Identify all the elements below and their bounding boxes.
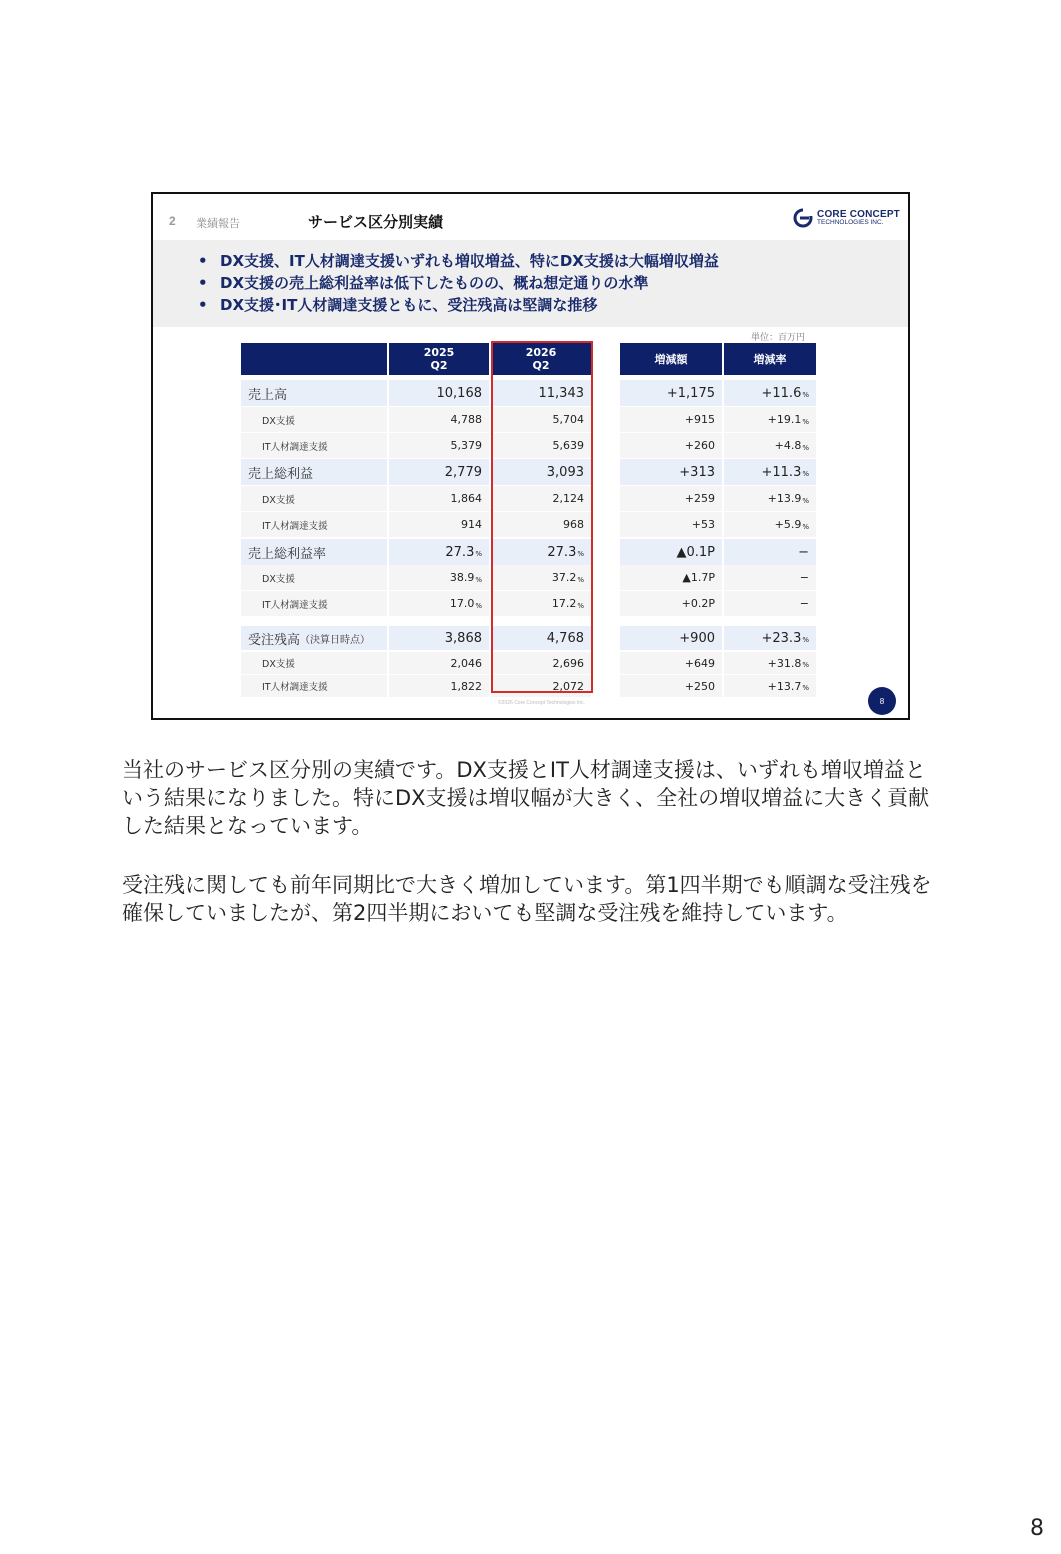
percent-unit: % [577, 575, 584, 584]
cell-v2025 [389, 459, 489, 485]
cell-text: 1,864 [450, 492, 482, 505]
cell-text: +1,175 [666, 385, 715, 401]
cell-text: ▲0.1P [676, 544, 715, 560]
cell-v2025 [389, 433, 489, 458]
cell-rate [724, 459, 816, 485]
percent-unit: % [802, 417, 809, 426]
cell-text: 5,704 [552, 413, 584, 426]
cell-text: 2,696 [552, 656, 584, 670]
bullet-text: DX支援、IT人材調達支援いずれも増収増益、特にDX支援は大幅増収増益 [220, 252, 719, 270]
cell-v2025 [389, 565, 489, 590]
cell-text: 2,046 [450, 656, 482, 670]
cell-label [241, 626, 387, 650]
cell-text: 2,124 [552, 492, 584, 505]
percent-unit: % [577, 601, 584, 610]
cell-diff [620, 591, 722, 616]
cell-rate [724, 591, 816, 616]
section-name: 業績報告 [196, 217, 240, 230]
cell-text: +23.3 [761, 630, 802, 646]
cell-v2025 [389, 407, 489, 432]
cell-text: +11.6 [761, 385, 802, 401]
cell-text: 売上総利益率 [248, 546, 327, 562]
cell-text: 5,639 [552, 439, 584, 452]
cell-label [241, 433, 387, 458]
header-rate: 増減率 [724, 343, 816, 375]
cell-text: +5.9 [774, 518, 802, 531]
cell-label [241, 591, 387, 616]
cell-rate [724, 652, 816, 674]
slide-page-badge: 8 [868, 687, 896, 715]
cell-rate [724, 486, 816, 511]
percent-unit: % [475, 575, 482, 584]
cell-v2025 [389, 591, 489, 616]
cell-diff [620, 652, 722, 674]
cell-text: +53 [691, 518, 715, 531]
cell-text: DX支援 [262, 415, 295, 427]
bullet-dot-icon: • [198, 296, 208, 314]
cell-text: +31.8 [767, 656, 802, 670]
body-paragraph-1: 当社のサービス区分別の実績です。DX支援とIT人材調達支援は、いずれも増収増益という結果になりました。特にDX支援は増収幅が大きく、全社の増収増益に大きく貢献した結果となっています。 [122, 758, 930, 838]
cell-v2025 [389, 512, 489, 537]
cell-text: − [798, 544, 809, 560]
cell-text: DX支援 [262, 659, 295, 670]
cell-text: 4,788 [450, 413, 482, 426]
slide-title: サービス区分別実績 [308, 213, 444, 231]
cell-text: IT人材調達支援 [262, 520, 328, 532]
cell-label [241, 539, 387, 565]
cell-text: +250 [684, 679, 715, 693]
cell-diff [620, 512, 722, 537]
cell-text: 17.0 [449, 597, 475, 610]
cell-diff [620, 407, 722, 432]
cell-label [241, 512, 387, 537]
cell-diff [620, 565, 722, 590]
cell-text: 4,768 [546, 630, 584, 646]
percent-unit: % [475, 601, 482, 610]
cell-diff [620, 459, 722, 485]
slide-image [151, 192, 910, 720]
cell-label [241, 407, 387, 432]
cell-text: +313 [679, 464, 715, 480]
header-year: 2026 [525, 346, 557, 359]
cell-text: +13.9 [767, 492, 802, 505]
cell-text: 1,822 [450, 679, 482, 693]
cell-text: 受注残高 [248, 632, 301, 648]
percent-unit: % [802, 496, 809, 505]
cell-text: +19.1 [767, 413, 802, 426]
cell-text: 38.9 [449, 571, 475, 584]
cell-text: 2,779 [444, 464, 482, 480]
cell-text: +13.7 [767, 679, 802, 693]
cell-diff [620, 626, 722, 650]
header-year: 2025 [423, 346, 455, 359]
cell-text: IT人材調達支援 [262, 682, 328, 693]
summary-bullets [198, 250, 719, 316]
unit-label: 単位：百万円 [751, 333, 806, 343]
bullet-text: DX支援･IT人材調達支援ともに、受注残高は堅調な推移 [220, 296, 598, 314]
cell-label [241, 565, 387, 590]
cell-text: 5,379 [450, 439, 482, 452]
cell-text: 27.3 [547, 544, 577, 560]
page-number: 8 [1030, 1516, 1044, 1541]
logo-text-line1: CORE CONCEPT [817, 208, 900, 220]
bullet-dot-icon: • [198, 252, 208, 270]
percent-unit: % [802, 522, 809, 531]
cell-diff [620, 433, 722, 458]
cell-rate [724, 433, 816, 458]
cell-label [241, 486, 387, 511]
cell-v2025 [389, 675, 489, 697]
cell-text: +11.3 [761, 464, 802, 480]
cell-text: DX支援 [262, 573, 295, 585]
cell-text: 914 [461, 518, 482, 531]
header-quarter: Q2 [430, 359, 448, 372]
cell-text: 3,868 [444, 630, 482, 646]
bullet-text: DX支援の売上総利益率は低下したものの、概ね想定通りの水準 [220, 274, 649, 292]
header-label-cell [241, 343, 387, 375]
percent-unit: % [577, 550, 584, 558]
cell-text: 17.2 [551, 597, 577, 610]
section-number: 2 [169, 214, 176, 228]
cell-v2025 [389, 380, 489, 406]
summary-bullet [198, 250, 719, 272]
summary-bullet [198, 272, 719, 294]
percent-unit: % [802, 636, 809, 644]
cell-label [241, 652, 387, 674]
cell-rate [724, 407, 816, 432]
percent-unit: % [475, 550, 482, 558]
cell-diff [620, 380, 722, 406]
label-note: （決算日時点） [300, 634, 371, 646]
cell-text: +0.2P [681, 597, 715, 610]
header-quarter: Q2 [532, 359, 550, 372]
percent-unit: % [802, 391, 809, 399]
cell-text: 10,168 [436, 385, 482, 401]
summary-box [153, 240, 908, 327]
header-2025q2 [389, 343, 489, 375]
cell-text: 27.3 [445, 544, 475, 560]
cell-v2025 [389, 486, 489, 511]
cell-label [241, 459, 387, 485]
cell-text: +915 [684, 413, 715, 426]
cell-v2025 [389, 539, 489, 565]
percent-unit: % [802, 470, 809, 478]
cell-text: ▲1.7P [682, 571, 715, 584]
cell-text: 968 [563, 518, 584, 531]
company-logo [793, 208, 900, 228]
copyright-text: ©2026 Core Concept Technologies Inc. [498, 700, 585, 706]
cell-rate [724, 565, 816, 590]
cell-rate [724, 512, 816, 537]
header-diff: 増減額 [620, 343, 722, 375]
cell-text: DX支援 [262, 494, 295, 506]
cell-text: 2,072 [552, 679, 584, 693]
cell-label [241, 380, 387, 406]
cell-rate [724, 539, 816, 565]
cell-text: IT人材調達支援 [262, 441, 328, 453]
cell-v2025 [389, 626, 489, 650]
cell-text: 売上高 [248, 387, 288, 403]
cell-text: +260 [684, 439, 715, 452]
cell-label [241, 675, 387, 697]
highlight-2026-column [491, 341, 593, 693]
percent-unit: % [802, 661, 809, 669]
body-paragraph-2: 受注残に関しても前年同期比で大きく増加しています。第1四半期でも順調な受注残を確保していましたが、第2四半期においても堅調な受注残を維持しています。 [122, 873, 932, 925]
summary-bullet [198, 294, 719, 316]
percent-unit: % [802, 684, 809, 692]
bullet-dot-icon: • [198, 274, 208, 292]
cell-text: − [799, 571, 809, 584]
cell-text: +900 [679, 630, 715, 646]
cell-text: 3,093 [546, 464, 584, 480]
cell-rate [724, 626, 816, 650]
cell-text: +259 [684, 492, 715, 505]
cell-v2025 [389, 652, 489, 674]
cell-text: +649 [684, 656, 715, 670]
cell-text: − [799, 597, 809, 610]
logo-text-line2: TECHNOLOGIES INC. [817, 218, 884, 226]
percent-unit: % [802, 443, 809, 452]
cell-text: 11,343 [538, 385, 584, 401]
cell-text: +4.8 [774, 439, 802, 452]
cell-text: 37.2 [551, 571, 577, 584]
cell-rate [724, 380, 816, 406]
cell-text: 売上総利益 [248, 466, 314, 482]
logo-mark-icon [793, 208, 813, 228]
cell-diff [620, 486, 722, 511]
cell-diff [620, 675, 722, 697]
cell-diff [620, 539, 722, 565]
cell-rate [724, 675, 816, 697]
cell-text: IT人材調達支援 [262, 599, 328, 611]
